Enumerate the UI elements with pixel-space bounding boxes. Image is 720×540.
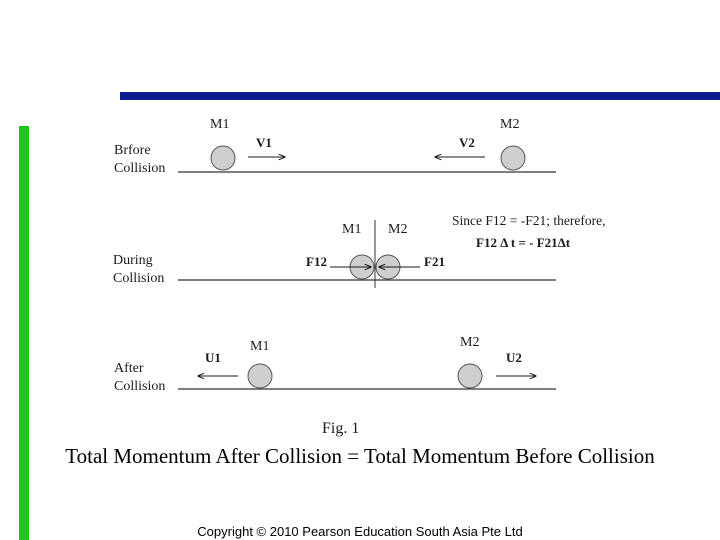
during-force12-label: F12 (306, 254, 327, 269)
after-ball-m1 (248, 364, 272, 388)
during-label-line1: During (113, 253, 153, 268)
figure-label: Fig. 1 (322, 420, 360, 437)
after-label-line1: After (114, 361, 144, 376)
during-mass2-label: M2 (388, 222, 408, 237)
during-mass1-label: M1 (342, 222, 362, 237)
during-note-line1: Since F12 = -F21; therefore, (452, 213, 606, 228)
before-label-line2: Collision (114, 161, 166, 176)
before-mass1-label: M1 (210, 117, 230, 132)
before-mass2-label: M2 (500, 117, 520, 132)
copyright-text: Copyright © 2010 Pearson Education South Asia Pte Ltd (197, 524, 523, 539)
before-velocity2-label: V2 (459, 135, 475, 150)
before-label-line1: Brfore (114, 143, 151, 158)
caption-text: Total Momentum After Collision = Total Momentum Before Collision (65, 444, 655, 468)
after-label-line2: Collision (114, 379, 166, 394)
during-force21-label: F21 (424, 254, 445, 269)
during-note-line2: F12 Δ t = - F21Δt (476, 235, 571, 250)
after-velocity2-label: U2 (506, 350, 522, 365)
during-label-line2: Collision (113, 271, 165, 286)
after-velocity1-label: U1 (205, 350, 221, 365)
after-mass2-label: M2 (460, 335, 480, 350)
after-mass1-label: M1 (250, 339, 270, 354)
before-ball-m1 (211, 146, 235, 170)
before-ball-m2 (501, 146, 525, 170)
after-ball-m2 (458, 364, 482, 388)
before-velocity1-label: V1 (256, 135, 272, 150)
